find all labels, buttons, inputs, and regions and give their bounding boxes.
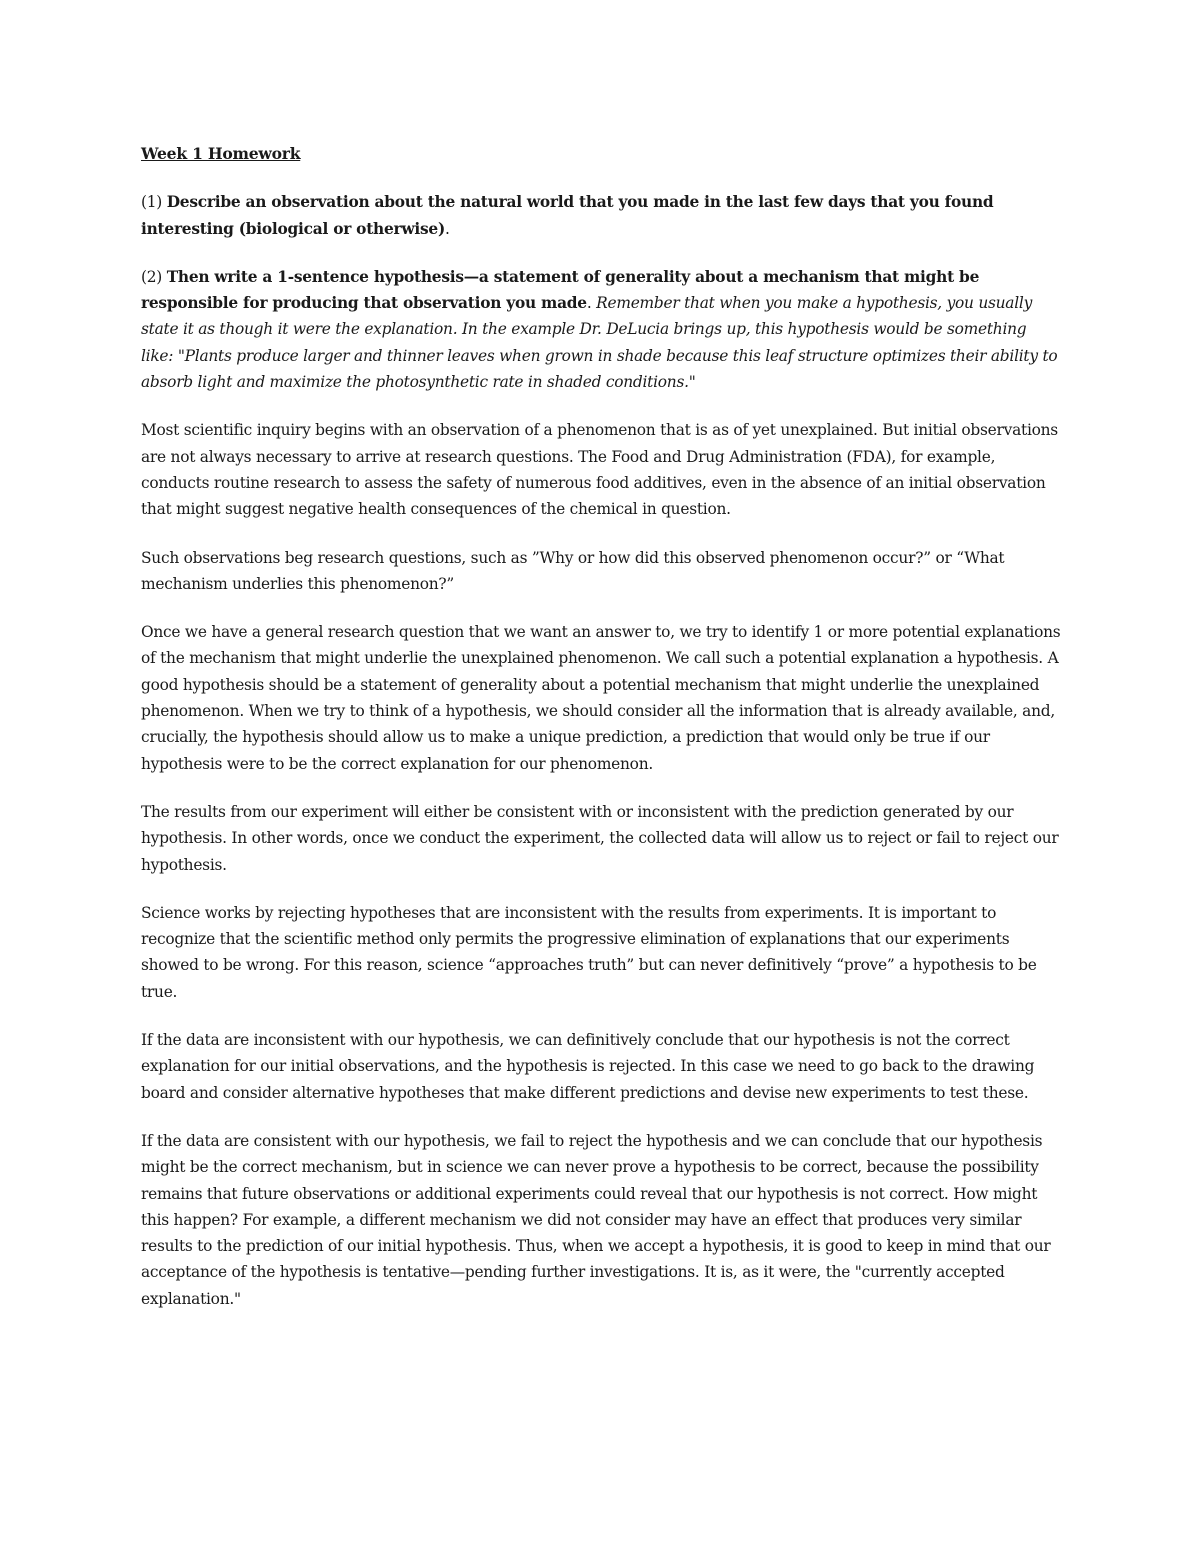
paragraph-results: The results from our experiment will either be consistent with or inconsistent with the prediction generated by our hypothesis. In other words, once we conduct the experiment, the collected data will allow us to reject or fail to reject our hypothesis.	[141, 802, 1059, 874]
question-1-number: (1)	[141, 193, 167, 212]
question-1-prompt: Describe an observation about the natural world that you made in the last few days that you found interesting (biological or otherwise)	[141, 193, 994, 238]
paragraph-inconsistent: If the data are inconsistent with our hypothesis, we can definitively conclude that our hypothesis is not the correct explanation for our initial observations, and the hypothesis is rejected. In this case we need to go back to the drawing board and consider alternative hypotheses that make different predictions and devise new experiments to test these.	[141, 1031, 1035, 1102]
paragraph-observation: Most scientific inquiry begins with an observation of a phenomenon that is as of yet unexplained. But initial observations are not always necessary to arrive at research questions. The Food and Drug Administration (FDA), for example, conducts routine research to assess the safety of numerous food additives, even in the absence of an initial observation that might suggest negative health consequences of the chemical in question.	[141, 421, 1058, 519]
question-1	[141, 189, 1061, 242]
document-page	[141, 141, 1061, 1334]
question-2-number: (2)	[141, 267, 167, 286]
question-1-end: .	[444, 219, 450, 238]
document-title: Week 1 Homework	[141, 144, 301, 163]
paragraph-hypothesis: Once we have a general research question that we want an answer to, we try to identify 1 or more potential explanations of the mechanism that might underlie the unexplained phenomenon. We call such a potential explanation a hypothesis. A good hypothesis should be a statement of generality about a potential mechanism that might underlie the unexplained phenomenon. When we try to think of a hypothesis, we should consider all the information that is already available, and, crucially, the hypothesis should allow us to make a unique prediction, a prediction that would only be true if our hypothesis were to be the correct explanation for our phenomenon.	[141, 623, 1061, 773]
paragraph-rejecting: Science works by rejecting hypotheses that are inconsistent with the results from experiments. It is important to recognize that the scientific method only permits the progressive elimination of explanations that our experiments showed to be wrong. For this reason, science “approaches truth” but can never definitively “prove” a hypothesis to be true.	[141, 903, 1037, 1001]
question-2-note: Remember that when you make a hypothesis, you usually state it as though it were the explanation. In the example Dr. DeLucia brings up, this hypothesis would be something like: "Plants produce larger and thinner leaves when grown in shade because this leaf structure optimizes their ability to absorb light and maximize the photosynthetic rate in shaded conditions."	[141, 294, 1058, 392]
question-2	[141, 264, 1061, 395]
question-2-end: .	[586, 294, 597, 313]
paragraph-consistent: If the data are consistent with our hypothesis, we fail to reject the hypothesis and we can conclude that our hypothesis might be the correct mechanism, but in science we can never prove a hypothesis to be correct, because the possibility remains that future observations or additional experiments could reveal that our hypothesis is not correct. How might this happen? For example, a different mechanism we did not consider may have an effect that produces very similar results to the prediction of our initial hypothesis. Thus, when we accept a hypothesis, it is good to keep in mind that our acceptance of the hypothesis is tentative—pending further investigations. It is, as it were, the "currently accepted explanation."	[141, 1131, 1051, 1308]
paragraph-research-questions: Such observations beg research questions, such as ”Why or how did this observed phenomenon occur?” or “What mechanism underlies this phenomenon?”	[141, 548, 1005, 593]
question-2-prompt: Then write a 1-sentence hypothesis—a statement of generality about a mechanism that might be responsible for producing that observation you made	[141, 267, 980, 313]
